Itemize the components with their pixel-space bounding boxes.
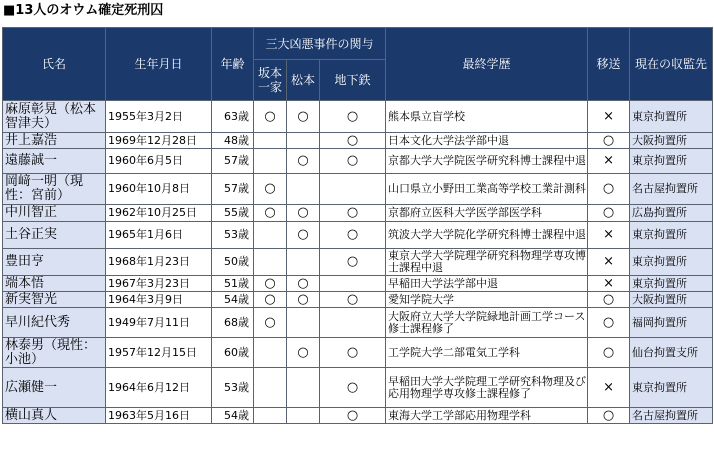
prison-cell: 福岡拘置所	[630, 308, 713, 338]
subway-involvement-cell	[320, 308, 386, 338]
person-name-cell: 土谷正実	[3, 222, 106, 249]
prison-cell: 仙台拘置支所	[630, 338, 713, 368]
age-cell: 51歳	[212, 276, 254, 292]
subway-involvement-cell: ○	[320, 408, 386, 424]
table-row	[3, 205, 713, 222]
education-cell: 東海大学工学部応用物理学科	[386, 408, 588, 424]
transfer-status-cell: ×	[588, 249, 630, 276]
header-age: 年齢	[212, 28, 254, 101]
prison-cell: 大阪拘置所	[630, 133, 713, 149]
transfer-status-cell: ○	[588, 292, 630, 308]
table-row	[3, 174, 713, 205]
table-row	[3, 222, 713, 249]
education-cell: 京都府立医科大学医学部医学科	[386, 205, 588, 222]
birth-date-cell: 1960年6月5日	[106, 149, 212, 174]
transfer-status-cell: ×	[588, 276, 630, 292]
age-cell: 53歳	[212, 368, 254, 408]
prison-cell: 名古屋拘置所	[630, 174, 713, 205]
sakamoto-involvement-cell: ○	[254, 174, 287, 205]
prison-cell: 広島拘置所	[630, 205, 713, 222]
prison-cell: 名古屋拘置所	[630, 408, 713, 424]
subway-involvement-cell: ○	[320, 222, 386, 249]
table-row	[3, 408, 713, 424]
header-incidents-group: 三大凶悪事件の関与	[254, 28, 386, 60]
education-cell: 東京大学大学院理学研究科物理学専攻博士課程中退	[386, 249, 588, 276]
table-row	[3, 338, 713, 368]
transfer-status-cell: ○	[588, 338, 630, 368]
subway-involvement-cell: ○	[320, 133, 386, 149]
table-row	[3, 292, 713, 308]
subway-involvement-cell: ○	[320, 205, 386, 222]
person-name-cell: 端本悟	[3, 276, 106, 292]
header-dob: 生年月日	[106, 28, 212, 101]
header-education: 最終学歴	[386, 28, 588, 101]
table-row	[3, 276, 713, 292]
sakamoto-involvement-cell: ○	[254, 276, 287, 292]
birth-date-cell: 1962年10月25日	[106, 205, 212, 222]
header-subway: 地下鉄	[320, 60, 386, 101]
age-cell: 63歳	[212, 101, 254, 133]
matsumoto-involvement-cell: ○	[287, 276, 320, 292]
transfer-status-cell: ○	[588, 408, 630, 424]
education-cell: 早稲田大学法学部中退	[386, 276, 588, 292]
birth-date-cell: 1964年3月9日	[106, 292, 212, 308]
sakamoto-involvement-cell: ○	[254, 205, 287, 222]
matsumoto-involvement-cell	[287, 133, 320, 149]
age-cell: 54歳	[212, 292, 254, 308]
education-cell: 熊本県立盲学校	[386, 101, 588, 133]
birth-date-cell: 1957年12月15日	[106, 338, 212, 368]
sakamoto-involvement-cell	[254, 133, 287, 149]
birth-date-cell: 1968年1月23日	[106, 249, 212, 276]
matsumoto-involvement-cell	[287, 368, 320, 408]
header-matsumoto: 松本	[287, 60, 320, 101]
sakamoto-involvement-cell	[254, 222, 287, 249]
person-name-cell: 中川智正	[3, 205, 106, 222]
education-cell: 京都大学大学院医学研究科博士課程中退	[386, 149, 588, 174]
person-name-cell: 横山真人	[3, 408, 106, 424]
person-name-cell: 林泰男（現性：小池）	[3, 338, 106, 368]
sakamoto-involvement-cell	[254, 368, 287, 408]
subway-involvement-cell: ○	[320, 338, 386, 368]
matsumoto-involvement-cell	[287, 308, 320, 338]
prison-cell: 東京拘置所	[630, 249, 713, 276]
birth-date-cell: 1964年6月12日	[106, 368, 212, 408]
sakamoto-involvement-cell: ○	[254, 292, 287, 308]
age-cell: 55歳	[212, 205, 254, 222]
subway-involvement-cell: ○	[320, 368, 386, 408]
education-cell: 山口県立小野田工業高等学校工業計測科	[386, 174, 588, 205]
sakamoto-involvement-cell	[254, 408, 287, 424]
matsumoto-involvement-cell	[287, 408, 320, 424]
table-row	[3, 308, 713, 338]
education-cell: 筑波大学大学院化学研究科博士課程中退	[386, 222, 588, 249]
matsumoto-involvement-cell: ○	[287, 292, 320, 308]
age-cell: 50歳	[212, 249, 254, 276]
header-name: 氏名	[3, 28, 106, 101]
birth-date-cell: 1960年10月8日	[106, 174, 212, 205]
education-cell: 日本文化大学法学部中退	[386, 133, 588, 149]
matsumoto-involvement-cell: ○	[287, 101, 320, 133]
person-name-cell: 遠藤誠一	[3, 149, 106, 174]
birth-date-cell: 1963年5月16日	[106, 408, 212, 424]
prison-cell: 大阪拘置所	[630, 292, 713, 308]
table-row	[3, 368, 713, 408]
subway-involvement-cell: ○	[320, 149, 386, 174]
sakamoto-involvement-cell: ○	[254, 101, 287, 133]
header-prison: 現在の収監先	[630, 28, 713, 101]
prison-cell: 東京拘置所	[630, 149, 713, 174]
age-cell: 54歳	[212, 408, 254, 424]
birth-date-cell: 1949年7月11日	[106, 308, 212, 338]
subway-involvement-cell: ○	[320, 249, 386, 276]
table-row	[3, 133, 713, 149]
person-name-cell: 早川紀代秀	[3, 308, 106, 338]
matsumoto-involvement-cell	[287, 249, 320, 276]
sakamoto-involvement-cell	[254, 338, 287, 368]
transfer-status-cell: ×	[588, 368, 630, 408]
prison-cell: 東京拘置所	[630, 368, 713, 408]
subway-involvement-cell	[320, 174, 386, 205]
matsumoto-involvement-cell: ○	[287, 149, 320, 174]
birth-date-cell: 1955年3月2日	[106, 101, 212, 133]
age-cell: 48歳	[212, 133, 254, 149]
age-cell: 57歳	[212, 174, 254, 205]
transfer-status-cell: ×	[588, 222, 630, 249]
age-cell: 68歳	[212, 308, 254, 338]
sakamoto-involvement-cell: ○	[254, 308, 287, 338]
education-cell: 早稲田大学大学院理工学研究科物理及び応用物理学専攻修士課程修了	[386, 368, 588, 408]
person-name-cell: 豊田亨	[3, 249, 106, 276]
transfer-status-cell: ×	[588, 101, 630, 133]
header-transfer: 移送	[588, 28, 630, 101]
sakamoto-involvement-cell	[254, 149, 287, 174]
prison-cell: 東京拘置所	[630, 101, 713, 133]
birth-date-cell: 1969年12月28日	[106, 133, 212, 149]
table-row	[3, 249, 713, 276]
matsumoto-involvement-cell: ○	[287, 222, 320, 249]
death-row-table	[2, 27, 713, 424]
subway-involvement-cell	[320, 276, 386, 292]
person-name-cell: 井上嘉浩	[3, 133, 106, 149]
prison-cell: 東京拘置所	[630, 276, 713, 292]
age-cell: 53歳	[212, 222, 254, 249]
subway-involvement-cell: ○	[320, 101, 386, 133]
person-name-cell: 広瀬健一	[3, 368, 106, 408]
education-cell: 大阪府立大学大学院緑地計画工学コース修士課程修了	[386, 308, 588, 338]
birth-date-cell: 1967年3月23日	[106, 276, 212, 292]
table-row	[3, 149, 713, 174]
age-cell: 60歳	[212, 338, 254, 368]
page-title: ■13人のオウム確定死刑囚	[3, 3, 164, 18]
person-name-cell: 岡﨑一明（現性：宮前）	[3, 174, 106, 205]
person-name-cell: 麻原彰晃（松本智津夫）	[3, 101, 106, 133]
transfer-status-cell: ○	[588, 174, 630, 205]
table-row	[3, 101, 713, 133]
sakamoto-involvement-cell	[254, 249, 287, 276]
birth-date-cell: 1965年1月6日	[106, 222, 212, 249]
transfer-status-cell: ○	[588, 133, 630, 149]
age-cell: 57歳	[212, 149, 254, 174]
transfer-status-cell: ×	[588, 149, 630, 174]
matsumoto-involvement-cell: ○	[287, 205, 320, 222]
subway-involvement-cell: ○	[320, 292, 386, 308]
matsumoto-involvement-cell	[287, 174, 320, 205]
person-name-cell: 新実智光	[3, 292, 106, 308]
transfer-status-cell: ○	[588, 205, 630, 222]
education-cell: 工学院大学二部電気工学科	[386, 338, 588, 368]
prison-cell: 東京拘置所	[630, 222, 713, 249]
education-cell: 愛知学院大学	[386, 292, 588, 308]
transfer-status-cell: ○	[588, 308, 630, 338]
header-sakamoto: 坂本一家	[254, 60, 287, 101]
matsumoto-involvement-cell: ○	[287, 338, 320, 368]
